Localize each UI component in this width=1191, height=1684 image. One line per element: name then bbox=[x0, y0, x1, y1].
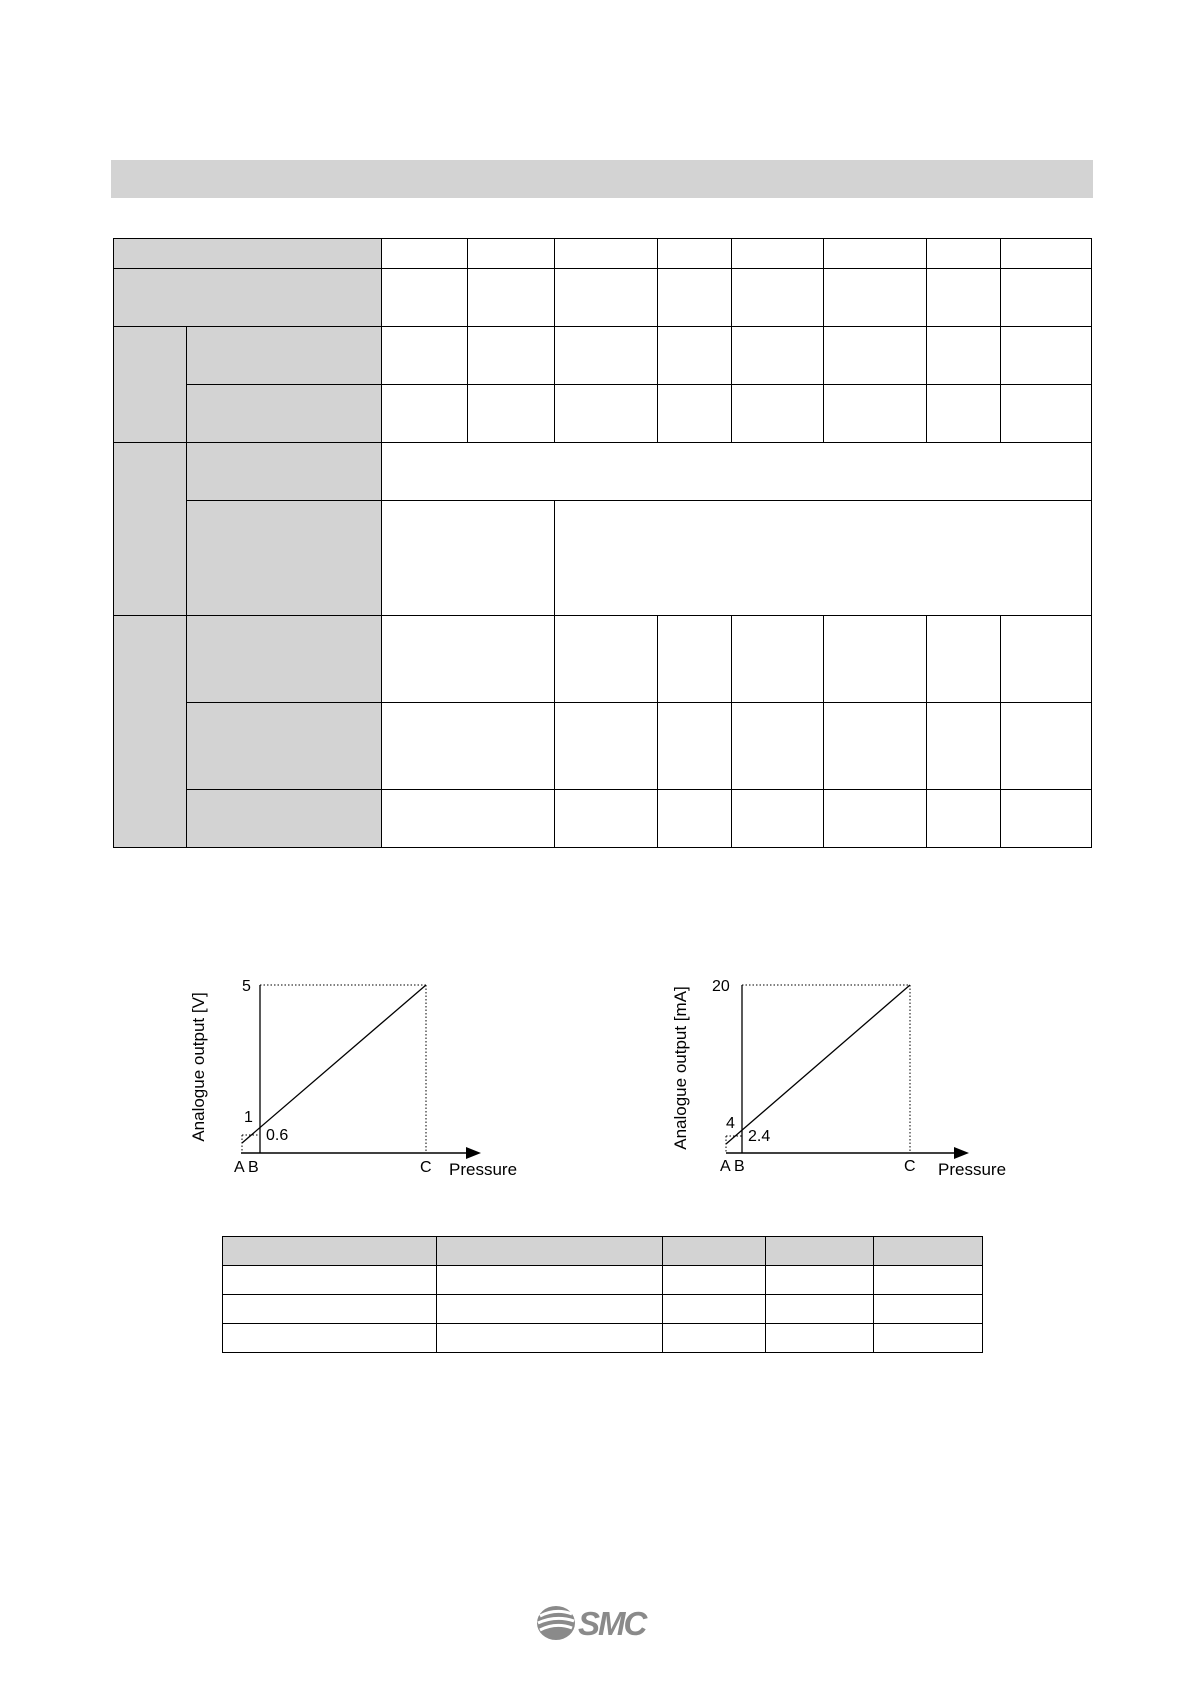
table-cell bbox=[187, 703, 382, 790]
table-cell bbox=[114, 616, 187, 848]
table-cell bbox=[114, 327, 187, 443]
table-row bbox=[114, 327, 1092, 385]
table-cell bbox=[1001, 790, 1092, 848]
table-cell bbox=[658, 703, 732, 790]
table-cell bbox=[223, 1324, 437, 1353]
table-cell bbox=[114, 239, 382, 269]
table-cell bbox=[555, 616, 658, 703]
table-cell bbox=[1001, 385, 1092, 443]
table-cell bbox=[658, 327, 732, 385]
table-cell bbox=[187, 790, 382, 848]
table-cell bbox=[223, 1237, 437, 1266]
table-cell bbox=[732, 327, 824, 385]
smc-logo-text: SMC bbox=[578, 1605, 646, 1642]
table-cell bbox=[927, 616, 1001, 703]
table-cell bbox=[187, 501, 382, 616]
table-cell bbox=[1001, 327, 1092, 385]
table-cell bbox=[658, 616, 732, 703]
smc-emblem-icon bbox=[537, 1606, 575, 1640]
table-cell bbox=[824, 790, 927, 848]
table-row bbox=[114, 385, 1092, 443]
x-axis-label: Pressure bbox=[938, 1160, 1007, 1179]
table-cell bbox=[824, 703, 927, 790]
y-axis-label: Analogue output [V] bbox=[189, 992, 208, 1142]
x-axis-label: Pressure bbox=[449, 1160, 518, 1179]
table-row bbox=[114, 616, 1092, 703]
table-cell bbox=[382, 327, 468, 385]
x-axis-arrow bbox=[954, 1147, 969, 1159]
table-cell bbox=[555, 790, 658, 848]
output-line bbox=[242, 985, 426, 1143]
y-top-label: 20 bbox=[712, 978, 730, 995]
table-cell bbox=[468, 239, 555, 269]
table-row bbox=[223, 1324, 983, 1353]
table-cell bbox=[382, 443, 1092, 501]
table-cell bbox=[874, 1237, 983, 1266]
table-cell bbox=[555, 239, 658, 269]
y-low-label: 4 bbox=[726, 1115, 735, 1132]
table-cell bbox=[382, 385, 468, 443]
table-cell bbox=[555, 385, 658, 443]
table-cell bbox=[187, 616, 382, 703]
table-cell bbox=[824, 239, 927, 269]
table-row bbox=[114, 269, 1092, 327]
table-cell bbox=[114, 443, 187, 616]
x-label-c: C bbox=[904, 1158, 916, 1175]
table-cell bbox=[437, 1237, 663, 1266]
table-row bbox=[223, 1266, 983, 1295]
table-cell bbox=[555, 703, 658, 790]
table-cell bbox=[187, 443, 382, 501]
table-cell bbox=[658, 790, 732, 848]
table-row bbox=[114, 443, 1092, 501]
table-cell bbox=[732, 269, 824, 327]
x-label-c: C bbox=[420, 1159, 432, 1176]
table-header-row bbox=[223, 1237, 983, 1266]
table-cell bbox=[1001, 616, 1092, 703]
table-cell bbox=[437, 1324, 663, 1353]
x-label-b: B bbox=[248, 1159, 259, 1176]
table-cell bbox=[824, 269, 927, 327]
table-cell bbox=[732, 703, 824, 790]
offset-label: 0.6 bbox=[266, 1127, 289, 1144]
table-cell bbox=[663, 1295, 766, 1324]
table-cell bbox=[468, 385, 555, 443]
table-row bbox=[114, 501, 1092, 616]
table-cell bbox=[114, 269, 382, 327]
table-cell bbox=[927, 385, 1001, 443]
table-cell bbox=[766, 1237, 874, 1266]
table-cell bbox=[766, 1324, 874, 1353]
table-cell bbox=[382, 239, 468, 269]
table-row bbox=[114, 703, 1092, 790]
voltage-output-chart bbox=[180, 960, 540, 1190]
table-cell bbox=[1001, 703, 1092, 790]
y-low-label: 1 bbox=[244, 1109, 253, 1126]
table-cell bbox=[663, 1237, 766, 1266]
table-cell bbox=[874, 1295, 983, 1324]
table-row bbox=[114, 790, 1092, 848]
table-cell bbox=[658, 269, 732, 327]
table-cell bbox=[927, 239, 1001, 269]
table-cell bbox=[766, 1295, 874, 1324]
current-output-chart bbox=[666, 960, 1026, 1190]
table-cell bbox=[766, 1266, 874, 1295]
x-label-a: A bbox=[720, 1158, 731, 1175]
table-cell bbox=[732, 239, 824, 269]
y-top-label: 5 bbox=[242, 978, 251, 995]
table-cell bbox=[1001, 269, 1092, 327]
table-cell bbox=[382, 616, 555, 703]
section-heading-bar bbox=[111, 160, 1093, 198]
x-label-b: B bbox=[734, 1158, 745, 1175]
table-cell bbox=[382, 790, 555, 848]
table-cell bbox=[437, 1295, 663, 1324]
table-cell bbox=[874, 1324, 983, 1353]
table-header-row bbox=[114, 239, 1092, 269]
table-cell bbox=[382, 703, 555, 790]
table-cell bbox=[382, 501, 555, 616]
table-cell bbox=[732, 616, 824, 703]
x-axis-arrow bbox=[466, 1147, 481, 1159]
table-cell bbox=[468, 327, 555, 385]
table-cell bbox=[824, 385, 927, 443]
y-axis-label: Analogue output [mA] bbox=[671, 986, 690, 1150]
table-cell bbox=[927, 790, 1001, 848]
pressure-range-table bbox=[222, 1236, 983, 1353]
table-cell bbox=[663, 1266, 766, 1295]
table-cell bbox=[223, 1266, 437, 1295]
table-cell bbox=[1001, 239, 1092, 269]
table-cell bbox=[555, 501, 1092, 616]
offset-label: 2.4 bbox=[748, 1128, 771, 1145]
table-cell bbox=[732, 790, 824, 848]
table-cell bbox=[437, 1266, 663, 1295]
table-cell bbox=[555, 269, 658, 327]
table-cell bbox=[824, 327, 927, 385]
table-cell bbox=[927, 269, 1001, 327]
table-cell bbox=[874, 1266, 983, 1295]
table-cell bbox=[658, 385, 732, 443]
table-cell bbox=[382, 269, 468, 327]
table-cell bbox=[927, 703, 1001, 790]
table-cell bbox=[732, 385, 824, 443]
table-cell bbox=[658, 239, 732, 269]
output-line bbox=[726, 985, 910, 1144]
table-cell bbox=[223, 1295, 437, 1324]
table-cell bbox=[824, 616, 927, 703]
table-cell bbox=[187, 385, 382, 443]
table-cell bbox=[187, 327, 382, 385]
table-row bbox=[223, 1295, 983, 1324]
table-cell bbox=[468, 269, 555, 327]
specification-table bbox=[113, 238, 1092, 848]
table-cell bbox=[663, 1324, 766, 1353]
table-cell bbox=[927, 327, 1001, 385]
table-cell bbox=[555, 327, 658, 385]
x-label-a: A bbox=[234, 1159, 245, 1176]
smc-logo bbox=[534, 1600, 664, 1644]
